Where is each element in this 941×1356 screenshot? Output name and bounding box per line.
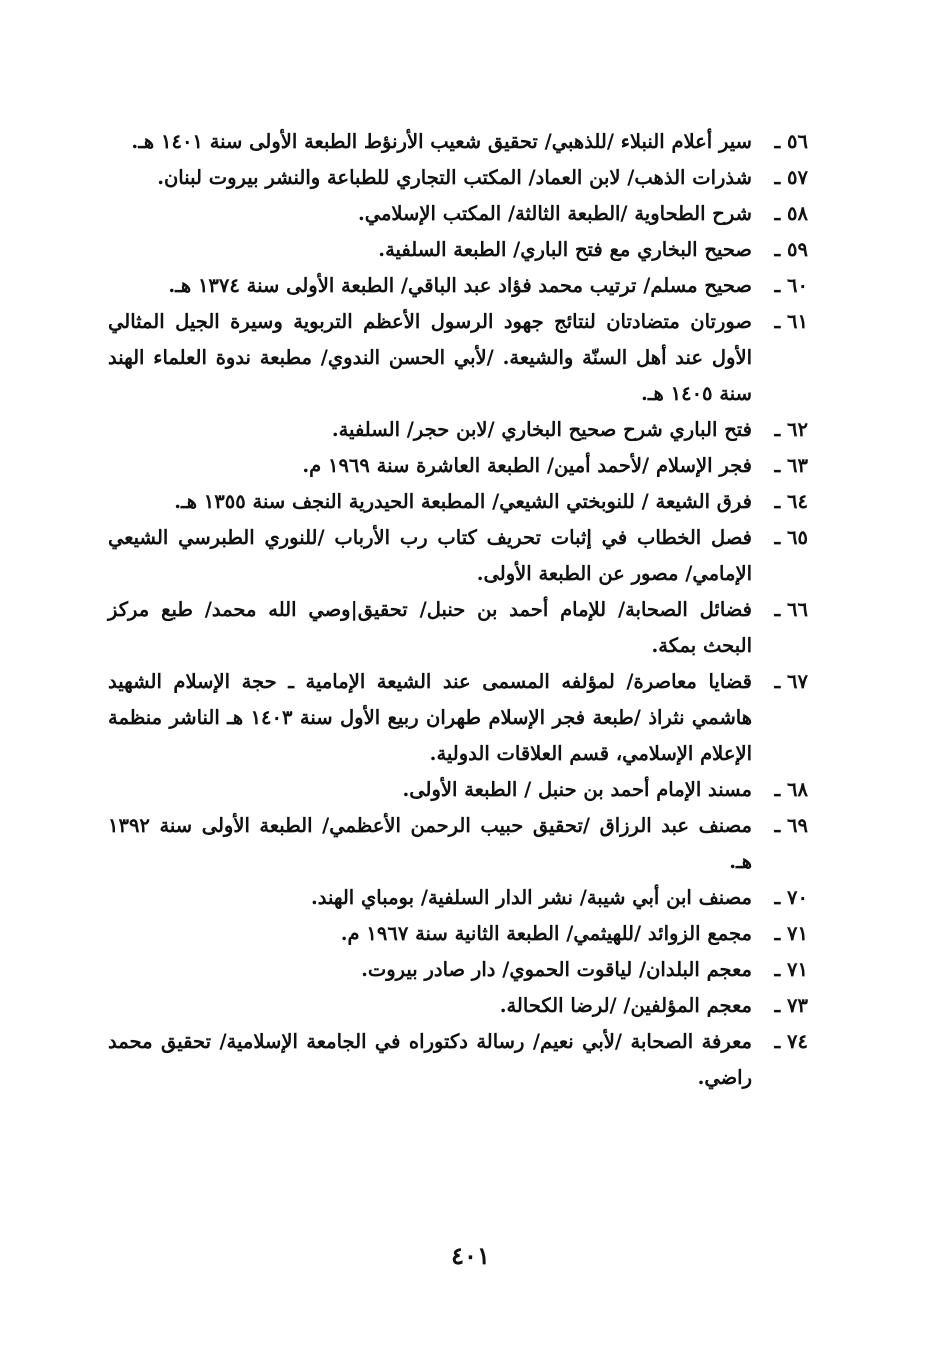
bibliography-entry xyxy=(108,880,808,916)
entry-text: مصنف عبد الرزاق /تحقيق حبيب الرحمن الأعظمي/ الطبعة الأولى سنة ١٣٩٢ هـ. xyxy=(108,814,752,873)
entry-number: ٧٠ ـ xyxy=(774,886,808,909)
entry-number: ٥٦ ـ xyxy=(774,130,808,153)
bibliography-entry xyxy=(108,412,808,448)
entry-text: فصل الخطاب في إثبات تحريف كتاب رب الأرباب /للنوري الطبرسي الشيعي الإمامي/ مصور عن الطبعة الأولى. xyxy=(108,526,752,585)
entry-text: صحيح البخاري مع فتح الباري/ الطبعة السلفية. xyxy=(378,238,752,261)
entry-number: ٧١ ـ xyxy=(774,922,808,945)
entry-text: مسند الإمام أحمد بن حنبل / الطبعة الأولى. xyxy=(402,778,752,801)
entry-number: ٧١ ـ xyxy=(774,958,808,981)
entry-text: صحيح مسلم/ ترتيب محمد فؤاد عبد الباقي/ الطبعة الأولى سنة ١٣٧٤ هـ. xyxy=(168,274,752,297)
entry-number: ٦٨ ـ xyxy=(774,778,808,801)
bibliography-entry xyxy=(108,808,808,880)
bibliography-entry xyxy=(108,196,808,232)
entry-number: ٦٢ ـ xyxy=(774,418,808,441)
entry-number: ٥٩ ـ xyxy=(774,238,808,261)
bibliography-entry xyxy=(108,304,808,412)
bibliography-entry xyxy=(108,160,808,196)
entry-number: ٦٦ ـ xyxy=(774,598,808,621)
entry-number: ٥٧ ـ xyxy=(774,166,808,189)
entry-text: فضائل الصحابة/ للإمام أحمد بن حنبل/ تحقيق|وصي الله محمد/ طبع مركز البحث بمكة. xyxy=(108,598,752,657)
entry-text: مصنف ابن أبي شيبة/ نشر الدار السلفية/ بومباي الهند. xyxy=(310,886,752,909)
entry-number: ٦٩ ـ xyxy=(774,814,808,837)
bibliography-entry xyxy=(108,664,808,772)
entry-number: ٧٣ ـ xyxy=(774,994,808,1017)
bibliography-entry xyxy=(108,232,808,268)
entry-number: ٦١ ـ xyxy=(774,310,808,333)
bibliography-entry xyxy=(108,520,808,592)
entry-text: فرق الشيعة / للنوبختي الشيعي/ المطبعة الحيدرية النجف سنة ١٣٥٥ هـ. xyxy=(174,490,752,513)
entry-number: ٦٥ ـ xyxy=(774,526,808,549)
bibliography-entry xyxy=(108,988,808,1024)
bibliography-entry xyxy=(108,592,808,664)
entry-number: ٧٤ ـ xyxy=(774,1030,808,1053)
bibliography-entry xyxy=(108,268,808,304)
page-number: ٤٠١ xyxy=(451,1241,490,1270)
entry-text: شذرات الذهب/ لابن العماد/ المكتب التجاري للطباعة والنشر بيروت لبنان. xyxy=(157,166,752,189)
entry-text: فتح الباري شرح صحيح البخاري /لابن حجر/ السلفية. xyxy=(331,418,752,441)
entry-number: ٦٧ ـ xyxy=(774,670,808,693)
bibliography-entry xyxy=(108,952,808,988)
bibliography-list xyxy=(108,124,808,1096)
bibliography-entry xyxy=(108,1024,808,1096)
bibliography-entry xyxy=(108,448,808,484)
bibliography-entry xyxy=(108,772,808,808)
bibliography-entry xyxy=(108,484,808,520)
entry-text: مجمع الزوائد /للهيثمي/ الطبعة الثانية سنة ١٩٦٧ م. xyxy=(340,922,752,945)
entry-number: ٦٤ ـ xyxy=(774,490,808,513)
entry-number: ٦٣ ـ xyxy=(774,454,808,477)
entry-text: صورتان متضادتان لنتائج جهود الرسول الأعظم التربوية وسيرة الجيل المثالي الأول عند أهل السنّة والشيعة. /لأبي الحسن الندوي/ مطبعة ندوة العلماء الهند سنة ١٤٠٥ هـ. xyxy=(108,310,752,405)
entry-text: فجر الإسلام /لأحمد أمين/ الطبعة العاشرة سنة ١٩٦٩ م. xyxy=(302,454,752,477)
entry-text: معرفة الصحابة /لأبي نعيم/ رسالة دكتوراه في الجامعة الإسلامية/ تحقيق محمد راضي. xyxy=(108,1030,752,1089)
entry-text: شرح الطحاوية /الطبعة الثالثة/ المكتب الإسلامي. xyxy=(357,202,752,225)
entry-number: ٥٨ ـ xyxy=(774,202,808,225)
entry-text: قضايا معاصرة/ لمؤلفه المسمى عند الشيعة الإمامية ـ حجة الإسلام الشهيد هاشمي نثراذ /طبعة فجر الإسلام طهران ربيع الأول سنة ١٤٠٣ هـ الناشر منظمة الإعلام الإسلامي، قسم العلاقات الدولية. xyxy=(108,670,753,765)
entry-text: سير أعلام النبلاء /للذهبي/ تحقيق شعيب الأرنؤط الطبعة الأولى سنة ١٤٠١ هـ. xyxy=(131,130,752,153)
entry-text: معجم البلدان/ لياقوت الحموي/ دار صادر بيروت. xyxy=(361,958,752,981)
bibliography-entry xyxy=(108,124,808,160)
entry-text: معجم المؤلفين/ /لرضا الكحالة. xyxy=(499,994,752,1017)
entry-number: ٦٠ ـ xyxy=(774,274,808,297)
bibliography-entry xyxy=(108,916,808,952)
